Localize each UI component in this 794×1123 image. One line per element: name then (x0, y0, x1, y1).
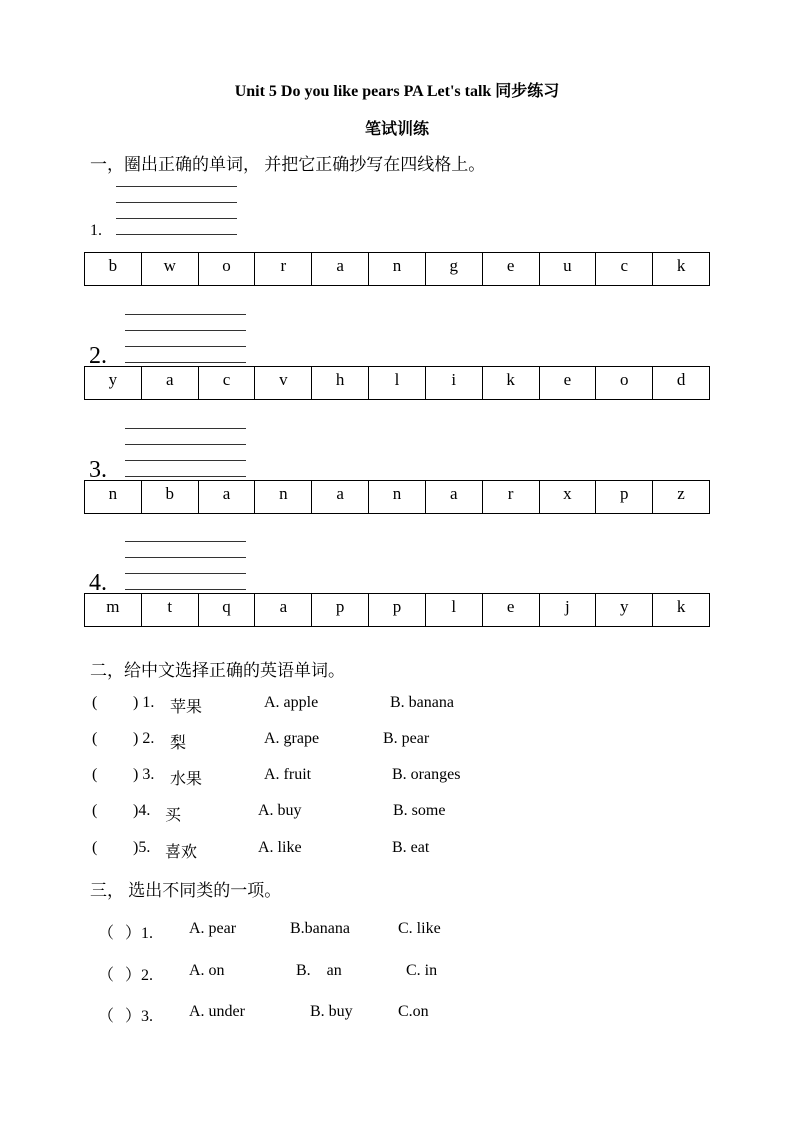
letter-cell[interactable]: y (596, 594, 653, 627)
option-b[interactable]: B. oranges (392, 766, 461, 783)
question-number: 3. (89, 457, 107, 483)
letter-cell[interactable]: n (369, 481, 426, 514)
letter-cell[interactable]: h (312, 367, 369, 400)
list-item (0, 802, 794, 824)
item-number: ）3. (125, 1008, 154, 1025)
letter-grid-1 (84, 252, 710, 286)
option-b[interactable]: B. banana (390, 694, 454, 711)
letter-grid-4 (84, 593, 710, 627)
option-a[interactable]: A. under (189, 1003, 245, 1020)
four-line-grid-4[interactable] (125, 541, 246, 591)
four-line-grid-2[interactable] (125, 314, 246, 364)
letter-cell[interactable]: l (369, 367, 426, 400)
option-b[interactable]: B. pear (383, 730, 430, 747)
list-item (0, 694, 794, 716)
item-number: )5. (133, 839, 151, 856)
letter-cell[interactable]: d (653, 367, 710, 400)
option-b[interactable]: B. an (296, 962, 342, 979)
letter-cell[interactable]: e (482, 594, 539, 627)
letter-cell[interactable]: p (312, 594, 369, 627)
option-a[interactable]: A. on (189, 962, 225, 979)
letter-cell[interactable]: o (198, 253, 255, 286)
letter-cell[interactable]: a (141, 367, 198, 400)
option-a[interactable]: A. grape (264, 730, 320, 747)
letter-cell[interactable]: k (482, 367, 539, 400)
letter-grid-3 (84, 480, 710, 514)
letter-cell[interactable]: r (255, 253, 312, 286)
letter-cell[interactable]: a (198, 481, 255, 514)
item-number: ）2. (125, 967, 154, 984)
letter-cell[interactable]: n (255, 481, 312, 514)
option-c[interactable]: C. in (406, 962, 438, 979)
letter-cell[interactable]: a (312, 481, 369, 514)
answer-paren[interactable]: （ (98, 925, 115, 942)
letter-cell[interactable]: n (85, 481, 142, 514)
chinese-word: 水果 (170, 771, 203, 788)
chinese-word: 梨 (170, 735, 187, 752)
letter-cell[interactable]: a (312, 253, 369, 286)
item-number: )4. (133, 802, 151, 819)
answer-paren[interactable]: ( (92, 802, 98, 819)
letter-cell[interactable]: t (141, 594, 198, 627)
letter-cell[interactable]: c (198, 367, 255, 400)
list-item (0, 766, 794, 788)
option-b[interactable]: B. buy (310, 1003, 353, 1020)
list-item (0, 920, 794, 942)
letter-cell[interactable]: o (596, 367, 653, 400)
letter-cell[interactable]: p (596, 481, 653, 514)
letter-cell[interactable]: l (425, 594, 482, 627)
item-number: ) 2. (133, 730, 155, 747)
list-item (0, 730, 794, 752)
letter-cell[interactable]: n (369, 253, 426, 286)
letter-cell[interactable]: y (85, 367, 142, 400)
letter-cell[interactable]: e (482, 253, 539, 286)
chinese-word: 苹果 (170, 699, 203, 716)
letter-cell[interactable]: a (425, 481, 482, 514)
page-subtitle: 笔试训练 (364, 121, 429, 138)
option-b[interactable]: B. some (393, 802, 446, 819)
letter-cell[interactable]: b (141, 481, 198, 514)
letter-cell[interactable]: i (425, 367, 482, 400)
answer-paren[interactable]: ( (92, 839, 98, 856)
item-number: ) 3. (133, 766, 155, 783)
letter-cell[interactable]: q (198, 594, 255, 627)
letter-cell[interactable]: b (85, 253, 142, 286)
page-title: Unit 5 Do you like pears PA Let's talk 同步练习 (234, 83, 560, 100)
letter-cell[interactable]: w (141, 253, 198, 286)
letter-cell[interactable]: u (539, 253, 596, 286)
option-a[interactable]: A. fruit (264, 766, 312, 783)
letter-grid-2 (84, 366, 710, 400)
answer-paren[interactable]: ( (92, 766, 98, 783)
section3-heading: 三， 选出不同类的一项。 (90, 881, 282, 900)
four-line-grid-1[interactable] (116, 186, 237, 236)
letter-cell[interactable]: m (85, 594, 142, 627)
letter-cell[interactable]: v (255, 367, 312, 400)
letter-cell[interactable]: e (539, 367, 596, 400)
letter-cell[interactable]: a (255, 594, 312, 627)
option-b[interactable]: B.banana (290, 920, 350, 937)
letter-cell[interactable]: z (653, 481, 710, 514)
list-item (0, 1003, 794, 1025)
letter-cell[interactable]: x (539, 481, 596, 514)
option-a[interactable]: A. buy (258, 802, 302, 819)
answer-paren[interactable]: ( (92, 694, 98, 711)
option-a[interactable]: A. like (258, 839, 302, 856)
item-number: ）1. (125, 925, 154, 942)
answer-paren[interactable]: ( (92, 730, 98, 747)
question-number: 2. (89, 343, 107, 369)
section2-heading: 二，给中文选择正确的英语单词。 (90, 661, 345, 680)
answer-paren[interactable]: （ (98, 1008, 115, 1025)
option-b[interactable]: B. eat (392, 839, 430, 856)
four-line-grid-3[interactable] (125, 428, 246, 478)
option-a[interactable]: A. pear (189, 920, 237, 937)
chinese-word: 买 (165, 807, 182, 824)
question-number: 1. (90, 222, 102, 239)
letter-cell[interactable]: g (425, 253, 482, 286)
item-number: ) 1. (133, 694, 155, 711)
answer-paren[interactable]: （ (98, 967, 115, 984)
option-c[interactable]: C. like (398, 920, 441, 937)
question-number: 4. (89, 570, 107, 596)
list-item (0, 839, 794, 861)
letter-cell[interactable]: j (539, 594, 596, 627)
letter-cell[interactable]: c (596, 253, 653, 286)
option-a[interactable]: A. apple (264, 694, 319, 711)
letter-cell[interactable]: p (369, 594, 426, 627)
section1-heading: 一，圈出正确的单词， 并把它正确抄写在四线格上。 (90, 155, 486, 174)
letter-cell[interactable]: r (482, 481, 539, 514)
option-c[interactable]: C.on (398, 1003, 429, 1020)
letter-cell[interactable]: k (653, 253, 710, 286)
chinese-word: 喜欢 (165, 844, 198, 861)
letter-cell[interactable]: k (653, 594, 710, 627)
list-item (0, 962, 794, 984)
